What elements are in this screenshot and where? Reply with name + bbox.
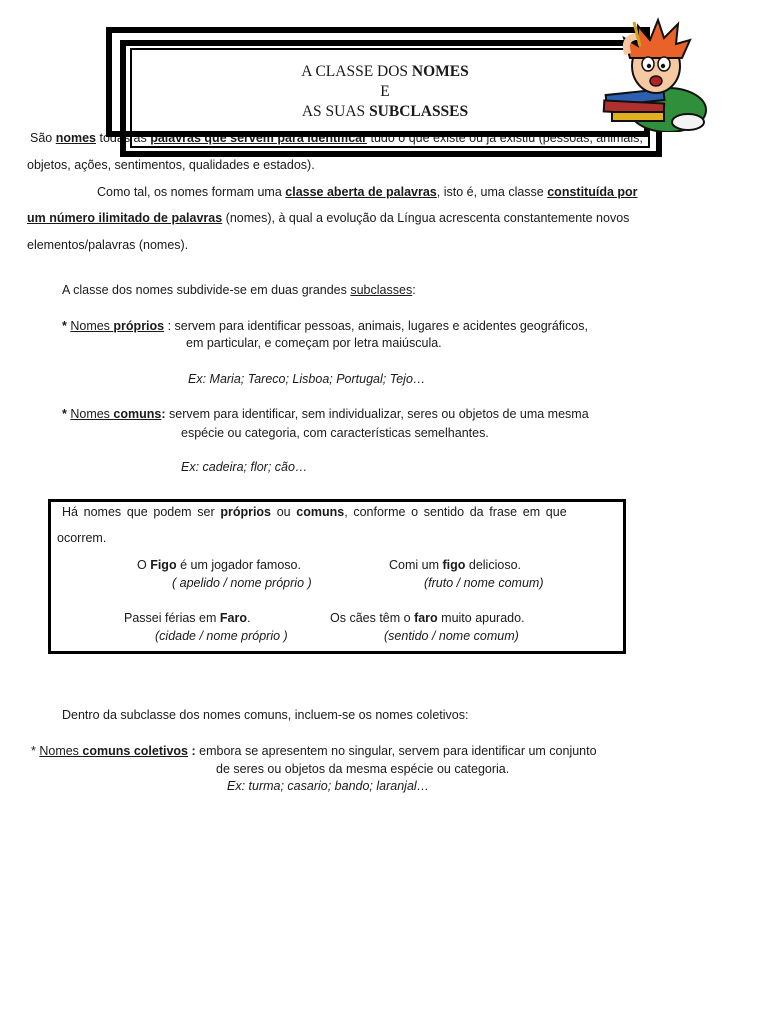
nomes-proprios-line1: * Nomes próprios : servem para identificar pessoas, animais, lugares e acidentes geográficos, bbox=[62, 319, 588, 333]
paragraph-2-line3: elementos/palavras (nomes). bbox=[27, 238, 189, 252]
intro-paragraph-line1: São nomes todas as palavras que servem para identificar tudo o que existe ou já existiu (pessoas, animais, bbox=[30, 131, 643, 145]
example-figo-comum: Comi um figo delicioso. bbox=[389, 558, 521, 572]
example-figo-proprio-note: ( apelido / nome próprio ) bbox=[172, 576, 312, 590]
coletivos-line2: de seres ou objetos da mesma espécie ou categoria. bbox=[216, 762, 510, 776]
paragraph-2-line2: um número ilimitado de palavras (nomes), à qual a evolução da Língua acrescenta constantemente novos bbox=[27, 211, 630, 225]
coletivos-intro: Dentro da subclasse dos nomes comuns, incluem-se os nomes coletivos: bbox=[62, 708, 469, 722]
nomes-proprios-line2: em particular, e começam por letra maiúscula. bbox=[186, 336, 442, 350]
subclasses-intro: A classe dos nomes subdivide-se em duas grandes subclasses: bbox=[62, 283, 416, 297]
page-title: A CLASSE DOS NOMES E AS SUAS SUBCLASSES bbox=[301, 63, 469, 120]
nomes-comuns-line2: espécie ou categoria, com características semelhantes. bbox=[181, 426, 489, 440]
nomes-comuns-example: Ex: cadeira; flor; cão… bbox=[181, 460, 308, 474]
term-nomes: nomes bbox=[55, 131, 97, 145]
coletivos-line1: * Nomes comuns coletivos : embora se apresentem no singular, servem para identificar um conjunto bbox=[31, 744, 597, 758]
nomes-comuns-line1: * Nomes comuns: servem para identificar, sem individualizar, seres ou objetos de uma mesma bbox=[62, 407, 589, 421]
coletivos-example: Ex: turma; casario; bando; laranjal… bbox=[227, 779, 430, 793]
example-faro-comum: Os cães têm o faro muito apurado. bbox=[330, 611, 525, 625]
nomes-proprios-example: Ex: Maria; Tareco; Lisboa; Portugal; Tejo… bbox=[188, 372, 426, 386]
example-figo-proprio: O Figo é um jogador famoso. bbox=[137, 558, 301, 572]
intro-paragraph-line2: objetos, ações, sentimentos, qualidades e estados). bbox=[27, 158, 315, 172]
examples-box-line2: ocorrem. bbox=[57, 531, 107, 545]
example-faro-comum-note: (sentido / nome comum) bbox=[384, 629, 519, 643]
student-clipart-icon bbox=[598, 14, 710, 132]
examples-box-line1: Há nomes que podem ser próprios ou comuns, conforme o sentido da frase em que bbox=[62, 505, 567, 519]
example-faro-proprio-note: (cidade / nome próprio ) bbox=[155, 629, 288, 643]
paragraph-2-line1: Como tal, os nomes formam uma classe aberta de palavras, isto é, uma classe constituída por bbox=[97, 185, 638, 199]
example-faro-proprio: Passei férias em Faro. bbox=[124, 611, 251, 625]
example-figo-comum-note: (fruto / nome comum) bbox=[424, 576, 544, 590]
